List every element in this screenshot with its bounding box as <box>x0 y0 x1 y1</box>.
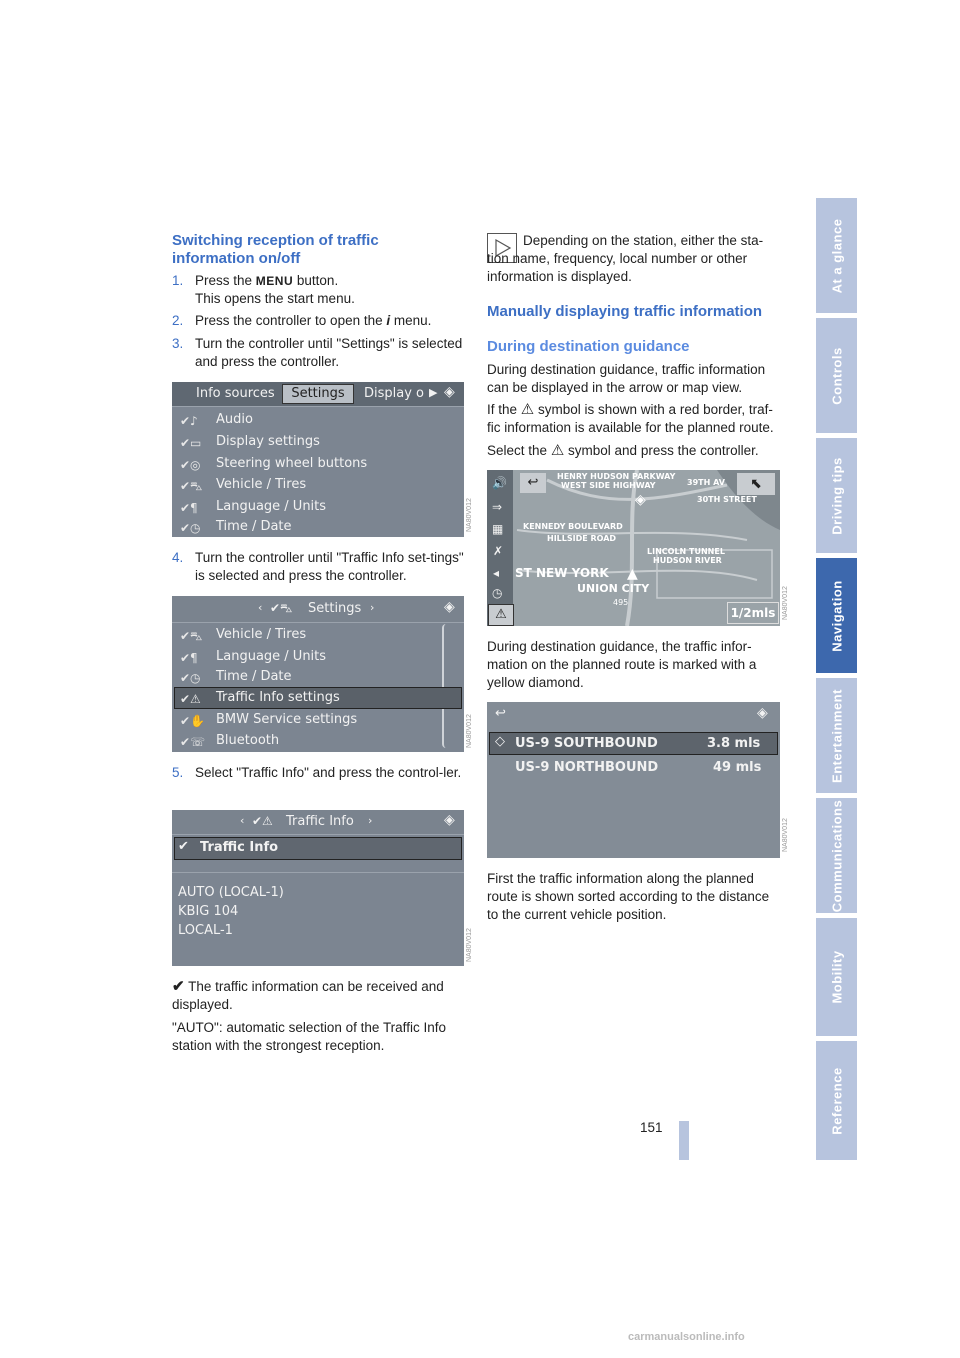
page-number-bar <box>679 1121 689 1160</box>
arrow-right-icon: › <box>368 814 373 827</box>
screen-traffic-info: ‹ ✔⚠ Traffic Info › ◈ ✔ Traffic Info AUTO (LOCAL-1) KBIG 104 LOCAL-1 <box>172 810 464 966</box>
step-3: 3. Turn the controller until "Settings" is selected and press the controller. <box>172 336 463 369</box>
vehicle-icon: ✔⛍ <box>180 629 203 643</box>
settings-check-icon: ✔⛍ <box>270 601 293 615</box>
traffic-warning-icon: ✔⚠ <box>252 814 273 828</box>
diamond-icon: ◇ <box>495 734 505 749</box>
arrow-left-icon: ‹ <box>258 601 263 614</box>
step-5: 5. Select "Traffic Info" and press the control-ler. <box>172 765 462 780</box>
paragraph-2: If the ⚠ symbol is shown with a red border, traf-fic information is available for the planned route. <box>487 401 774 435</box>
section-heading: Switching reception of traffic information on/off <box>172 232 379 267</box>
route-arrow-icon[interactable]: ⇒ <box>492 500 503 514</box>
bluetooth-icon: ✔☏ <box>180 735 206 749</box>
page-number: 151 <box>640 1120 663 1135</box>
paragraph-3: Select the ⚠ symbol and press the controller. <box>487 442 759 459</box>
paragraph-4: During destination guidance, the traffic infor-mation on the planned route is marked with a yellow diamond. <box>487 639 757 690</box>
audio-icon: ✔♪ <box>180 414 198 428</box>
clock-icon: ✔◷ <box>180 671 201 685</box>
vehicle-icon: ✔⛍ <box>180 479 203 493</box>
steering-wheel-icon: ✔◎ <box>180 458 201 472</box>
arrow-right-icon: › <box>370 601 375 614</box>
screen-traffic-list: ↩ ◈ ◇ US-9 SOUTHBOUND 3.8 mls US-9 NORTHBOUND 49 mls <box>487 702 780 858</box>
traffic-warning-button[interactable]: ⚠ <box>488 604 514 626</box>
paragraph-5: First the traffic information along the planned route is shown sorted according to the distance to the current vehicle position. <box>487 871 770 922</box>
divider <box>172 872 464 873</box>
arrow-right-icon: ▶ <box>429 386 438 399</box>
display-icon: ✔▭ <box>180 436 202 450</box>
subheading-guidance: During destination guidance <box>487 338 690 355</box>
tab-navigation[interactable]: Navigation <box>816 558 857 673</box>
tab-entertainment[interactable]: Entertainment <box>816 678 857 793</box>
step-2: 2. Press the controller to open the i menu. <box>172 313 432 328</box>
checkmark-icon: ✔ <box>172 978 185 995</box>
map-view-icon[interactable]: ▦ <box>492 522 504 536</box>
step-4: 4. Turn the controller until "Traffic Info set-tings" is selected and press the controller. <box>172 550 464 583</box>
service-icon: ✔✋ <box>180 714 205 728</box>
screen-traffic-settings: ‹ ✔⛍ Settings › ◈ ✔⛍ Vehicle / Tires ✔¶ Language / Units ✔◷ Time / Date ✔⚠ Traffic Info settings ✔✋ BMW Service settings ✔☏ Bluetooth <box>172 596 464 752</box>
tab-mobility[interactable]: Mobility <box>816 918 857 1036</box>
volume-icon[interactable]: 🔊 <box>492 476 507 490</box>
tab-settings-selected: Settings <box>282 384 354 404</box>
route-row[interactable]: US-9 NORTHBOUND <box>515 760 659 775</box>
note-auto: "AUTO": automatic selection of the Traffic Info station with the strongest reception. <box>172 1020 446 1053</box>
scrollbar[interactable] <box>442 624 452 748</box>
checkmark-icon: ✔ <box>178 839 189 854</box>
paragraph-1: During destination guidance, traffic information can be displayed in the arrow or map view. <box>487 362 766 395</box>
back-button[interactable]: ↩ <box>495 706 506 721</box>
note-checkmark: ✔ The traffic information can be received and displayed. <box>172 978 444 1012</box>
controller-icon: ◈ <box>444 599 455 615</box>
car-position-icon: ▲ <box>627 566 638 582</box>
map-scale[interactable]: 1/2mls <box>727 602 779 624</box>
watermark: carmanualsonline.info <box>628 1331 745 1343</box>
arrow-left-icon: ‹ <box>240 814 245 827</box>
tab-at-a-glance[interactable]: At a glance <box>816 198 857 313</box>
traffic-warning-icon: ✔⚠ <box>180 692 201 706</box>
tip-text: Depending on the station, either the sta-tion name, frequency, local number or other information is displayed. <box>487 233 764 284</box>
pedestrian-icon[interactable]: ✗ <box>493 544 504 558</box>
tab-reference[interactable]: Reference <box>816 1041 857 1160</box>
clock-icon[interactable]: ◷ <box>492 586 503 600</box>
back-button[interactable]: ↩ <box>520 473 546 493</box>
warning-triangle-icon: ⚠ <box>520 401 535 418</box>
controller-icon: ◈ <box>757 705 768 721</box>
direction-icon[interactable]: ◂ <box>493 566 500 580</box>
language-icon: ✔¶ <box>180 651 198 665</box>
tab-communications[interactable]: Communications <box>816 798 857 913</box>
traffic-diamond-icon: ◈ <box>635 492 646 508</box>
north-arrow-button[interactable]: ⬉ <box>737 473 775 495</box>
step-1: 1. Press the MENU button. This opens the start menu. <box>172 273 355 306</box>
language-icon: ✔¶ <box>180 501 198 515</box>
controller-icon: ◈ <box>444 384 455 400</box>
controller-icon: ◈ <box>444 812 455 828</box>
screen-settings-menu: Info sources Settings Display o ▶ ◈ ✔♪ Audio ✔▭ Display settings ✔◎ Steering wheel buttons ✔⛍ Vehicle / Tires ✔¶ Language / Units ✔◷ Time / Date <box>172 382 464 537</box>
info-icon: i <box>386 313 391 328</box>
warning-triangle-icon: ⚠ <box>550 442 565 459</box>
screen-map: 🔊 ⇒ ▦ ✗ ◂ ◷ ⚠ ↩ ⬉ HENRY HUDSON PARKWAY WEST SIDE HIGHWAY 39TH AV KENNEDY BOULEVARD HILLSIDE ROAD 30TH STREET LINCOLN TUNNEL HUDSON RIVER ST NEW YORK UNION CITY 495 ◈ ▲ 1/2mls <box>487 470 780 626</box>
clock-icon: ✔◷ <box>180 521 201 535</box>
tab-driving-tips[interactable]: Driving tips <box>816 438 857 553</box>
menu-key-icon: MENU <box>255 274 294 288</box>
tab-controls[interactable]: Controls <box>816 318 857 433</box>
section-heading-manual: Manually displaying traffic information <box>487 303 763 320</box>
